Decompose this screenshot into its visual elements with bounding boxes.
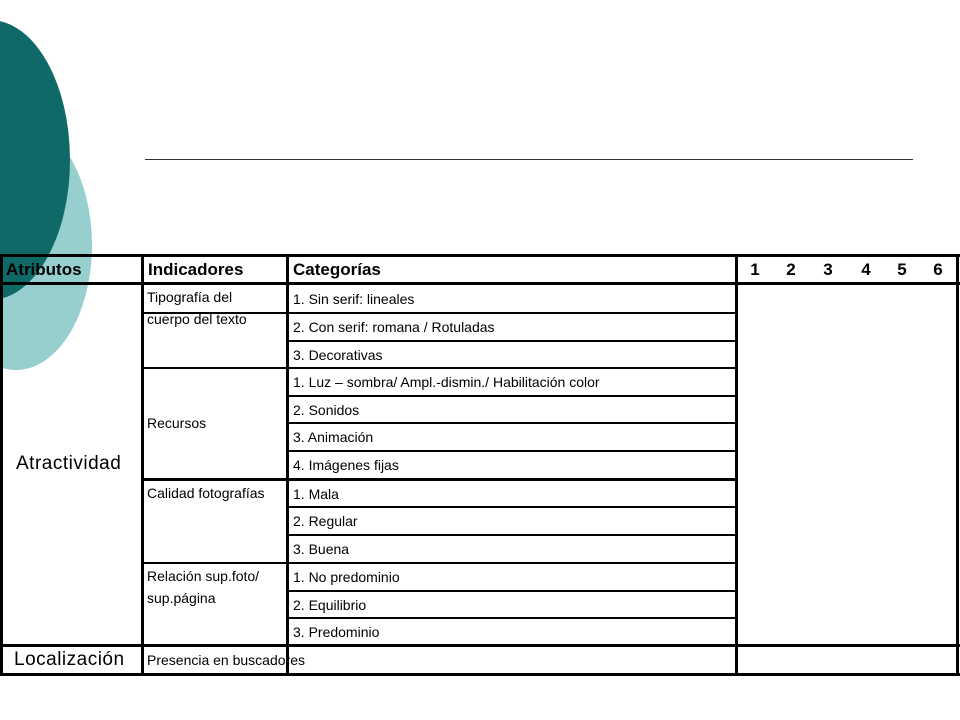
indicator-calidad-fotografias: Calidad fotografías	[147, 485, 265, 501]
header-scale-4: 4	[861, 259, 871, 279]
category-row: 3. Animación	[293, 429, 374, 445]
header-indicadores: Indicadores	[148, 259, 244, 279]
category-row: 1. No predominio	[293, 569, 400, 585]
header-scale-3: 3	[823, 259, 833, 279]
attribute-atractividad: Atractividad	[16, 453, 122, 474]
attribute-localizacion: Localización	[14, 649, 125, 670]
indicator-relacion-line1: Relación sup.foto/	[147, 568, 260, 584]
category-row: 2. Equilibrio	[293, 596, 367, 613]
category-row: 1. Sin serif: lineales	[293, 290, 415, 307]
category-row: 3. Buena	[293, 541, 350, 557]
header-scale-2: 2	[786, 259, 796, 279]
indicator-tipografia-line1: Tipografía del	[147, 289, 233, 305]
category-row: 4. Imágenes fijas	[293, 457, 399, 473]
title-divider	[145, 159, 913, 160]
category-row: 1. Mala	[293, 485, 339, 502]
indicator-recursos: Recursos	[147, 415, 207, 431]
category-row: 2. Sonidos	[293, 401, 360, 418]
header-scale-5: 5	[897, 259, 907, 279]
category-row: 3. Predominio	[293, 623, 380, 640]
indicator-presencia-buscadores: Presencia en buscadores	[147, 652, 305, 668]
indicator-relacion	[147, 565, 259, 609]
category-row: 2. Regular	[293, 513, 358, 529]
category-row: 1. Luz – sombra/ Ampl.-dismin./ Habilitación color	[293, 374, 600, 390]
indicator-tipografia	[147, 286, 247, 330]
indicator-tipografia-line2: cuerpo del texto	[147, 311, 247, 327]
header-categorias: Categorías	[293, 259, 381, 279]
header-atributos: Atributos	[6, 259, 82, 279]
header-scale-6: 6	[933, 259, 943, 279]
category-row: 2. Con serif: romana / Rotuladas	[293, 319, 495, 335]
header-scale-1: 1	[750, 259, 760, 279]
category-row: 3. Decorativas	[293, 346, 383, 363]
indicator-relacion-line2: sup.página	[147, 590, 216, 606]
